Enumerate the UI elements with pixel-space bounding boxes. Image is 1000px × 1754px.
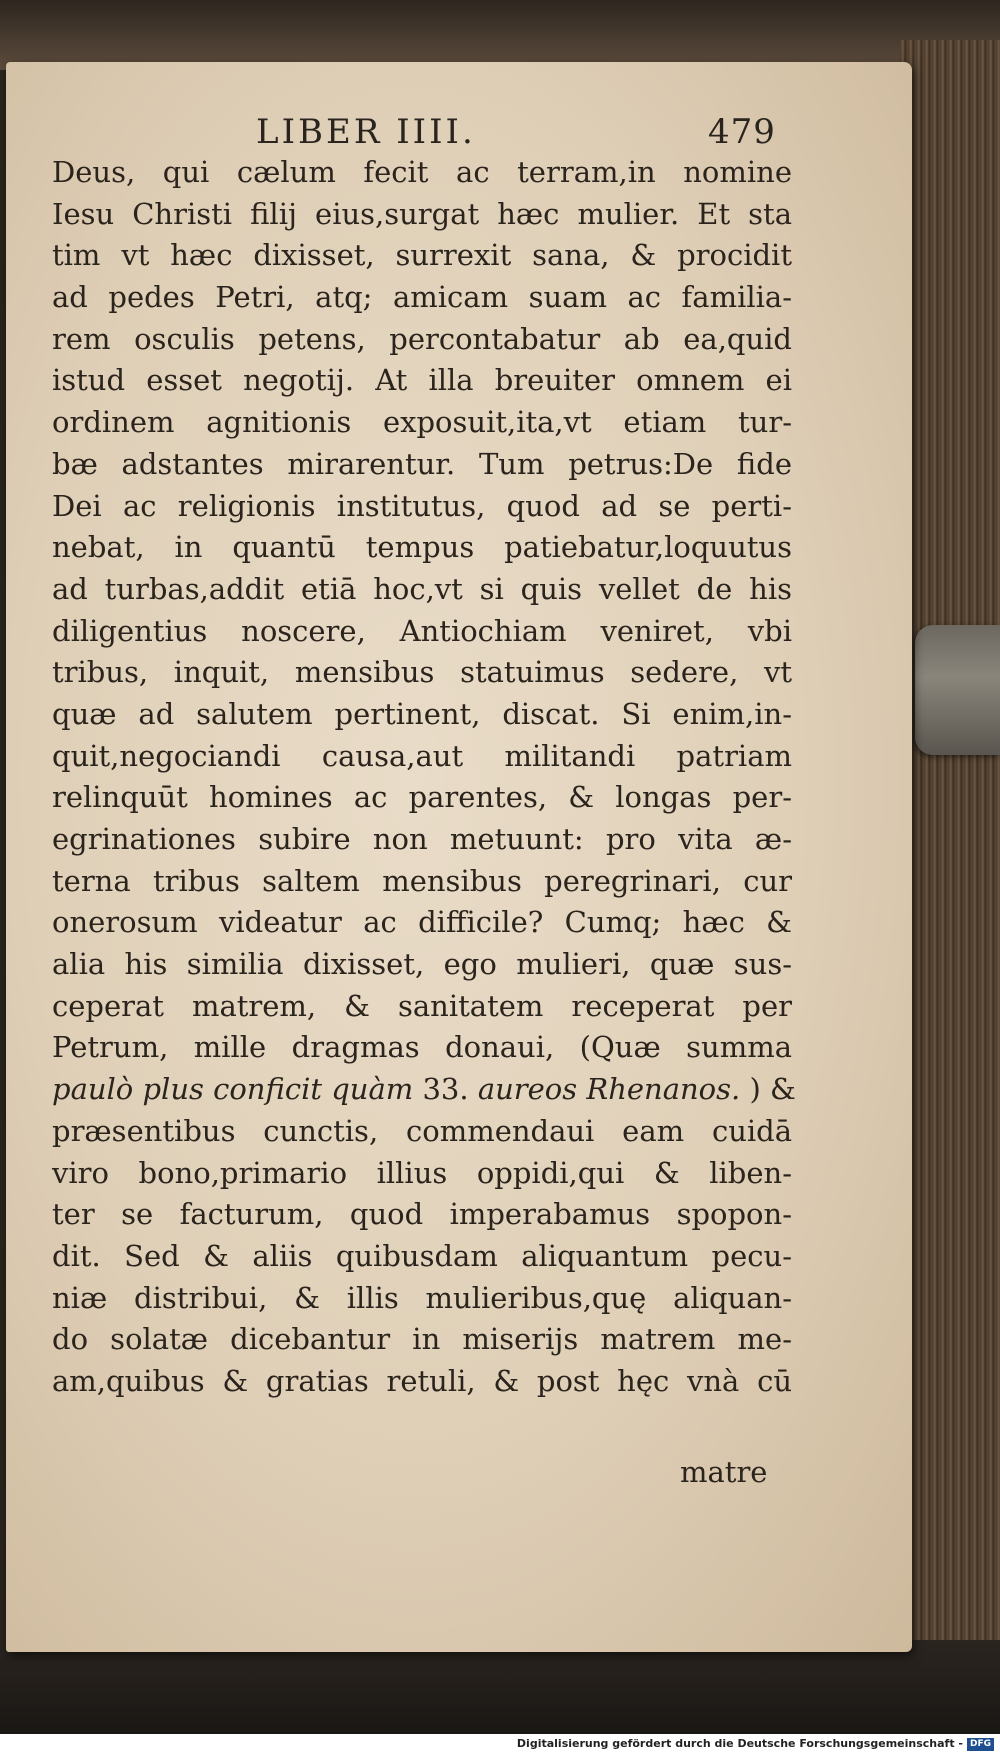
credit-text: Digitalisierung gefördert durch die Deutsche Forschungsgemeinschaft - (516, 1737, 963, 1750)
text-line: ceperat matrem, & sanitatem receperat per (52, 988, 792, 1023)
text-line: tim vt hæc dixisset, surrexit sana, & procidit (52, 238, 792, 273)
text-line: bæ adstantes mirarentur. Tum petrus:De fide (52, 446, 792, 481)
text-line: do solatæ dicebantur in miserijs matrem me- (52, 1322, 792, 1357)
catchword: matre (680, 1455, 768, 1489)
text-line: dit. Sed & aliis quibusdam aliquantum pecu- (52, 1238, 792, 1273)
text-line: viro bono,primario illius oppidi,qui & liben- (52, 1155, 792, 1190)
text-line: quæ ad salutem pertinent, discat. Si enim,in- (52, 696, 792, 731)
text-line: ad turbas,addit etiā hoc,vt si quis vellet de his (52, 571, 792, 606)
text-line: ad pedes Petri, atq; amicam suam ac familia- (52, 280, 792, 315)
text-line: ordinem agnitionis exposuit,ita,vt etiam tur- (52, 405, 792, 440)
text-line: Petrum, mille dragmas donaui, (Quæ summa (52, 1030, 792, 1065)
text-lines-before (52, 152, 792, 1069)
text-line: quit,negociandi causa,aut militandi patriam (52, 738, 792, 773)
text-line: egrinationes subire non metuunt: pro vita æ- (52, 822, 792, 856)
text-line: niæ distribui, & illis mulieribus,quę aliquan- (52, 1280, 792, 1315)
text-line: ter se facturum, quod imperabamus spopon- (52, 1197, 792, 1232)
text-line: alia his similia dixisset, ego mulieri, quæ sus- (52, 947, 792, 982)
text-line: onerosum videatur ac difficile? Cumq; hæc & (52, 905, 792, 940)
italic-note-tail: ) & (749, 1072, 796, 1107)
digitization-credit (0, 1734, 1000, 1754)
text-line: tribus, inquit, mensibus statuimus sedere, vt (52, 655, 792, 690)
book-top-edge (0, 0, 1000, 70)
italic-note-part2: aureos Rhenanos. (477, 1072, 741, 1107)
italic-note-number: 33. (422, 1072, 469, 1107)
text-line: diligentius noscere, Antiochiam veniret, vbi (52, 613, 792, 648)
text-line: nebat, in quantū tempus patiebatur,loquutus (52, 530, 792, 565)
text-line: Iesu Christi filij eius,surgat hæc mulier. Et sta (52, 196, 792, 231)
text-line-italic (52, 1069, 796, 1111)
book-clasp (915, 625, 1000, 755)
text-line: Dei ac religionis institutus, quod ad se perti- (52, 488, 792, 523)
text-line: præsentibus cunctis, commendaui eam cuidā (52, 1113, 792, 1148)
text-line: rem osculis petens, percontabatur ab ea,quid (52, 321, 792, 356)
body-text (52, 152, 796, 1403)
text-line: relinquūt homines ac parentes, & longas per- (52, 780, 792, 815)
running-title: LIBER IIII. (256, 112, 476, 152)
book-bottom-shadow (0, 1640, 1000, 1734)
dfg-logo: DFG (967, 1738, 994, 1751)
book-page-edges (900, 40, 1000, 1640)
italic-note-part: paulò plus conficit quàm (52, 1072, 414, 1107)
text-lines-after (52, 1111, 792, 1403)
text-line: terna tribus saltem mensibus peregrinari, cur (52, 863, 792, 898)
text-line: am,quibus & gratias retuli, & post hęc vnà cū (52, 1363, 792, 1398)
page-number: 479 (708, 112, 776, 152)
text-line: istud esset negotij. At illa breuiter omnem ei (52, 363, 792, 398)
text-line: Deus, qui cælum fecit ac terram,in nomine (52, 155, 792, 189)
